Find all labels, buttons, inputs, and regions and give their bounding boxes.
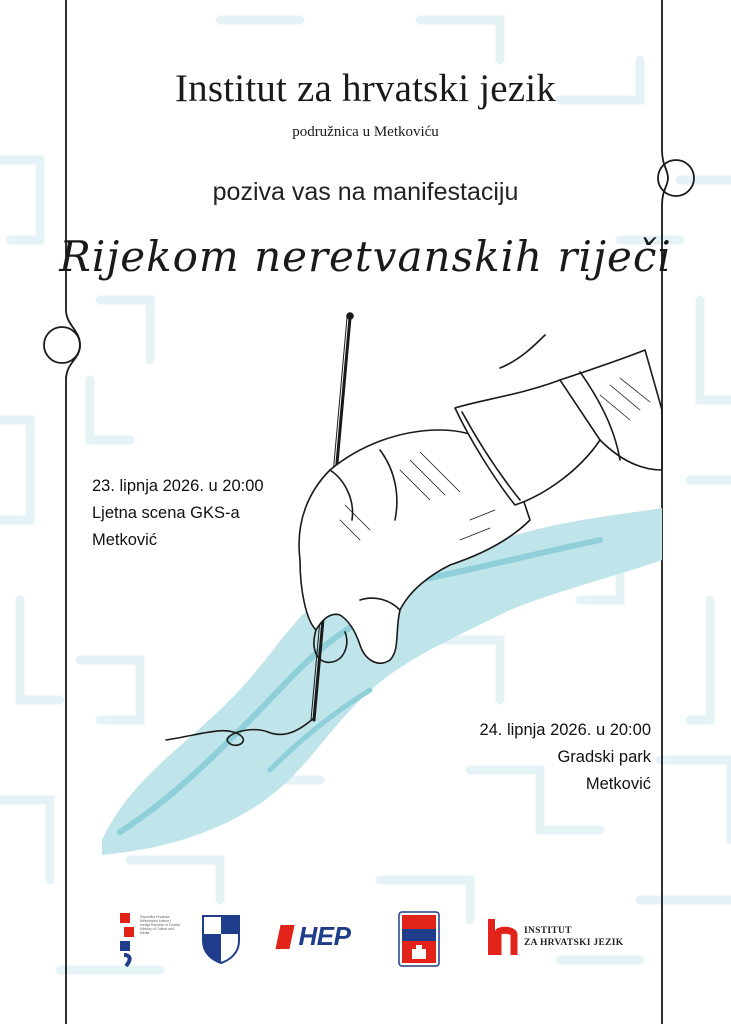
event-2-city: Metković — [585, 775, 651, 793]
invite-text: poziva vas na manifestaciju — [212, 178, 519, 206]
event-1-city: Metković — [92, 531, 158, 549]
institute-title: Institut za hrvatski jezik — [174, 67, 556, 110]
event-1-venue: Ljetna scena GKS-a — [92, 504, 240, 522]
ministry-text: Republika Hrvatska Ministarstvo kulture i medija Republic of Croatia Ministry of Culture and Media — [140, 915, 180, 935]
ministry-logo — [118, 911, 178, 971]
institute-name-line2: ZA HRVATSKI JEZIK — [524, 938, 624, 948]
ministry-emblem-icon — [118, 911, 138, 967]
event-2 — [479, 717, 651, 798]
hep-logo — [278, 921, 350, 955]
event-1-date: 23. lipnja 2026. u 20:00 — [92, 477, 264, 495]
hep-text: HEP — [298, 921, 351, 951]
hep-mark-icon — [275, 925, 294, 949]
event-2-date: 24. lipnja 2026. u 20:00 — [479, 721, 651, 739]
county-coat-of-arms-icon — [398, 911, 440, 967]
city-shield-icon — [200, 913, 242, 965]
institute-mark-icon — [486, 917, 518, 957]
institute-name-line1: INSTITUT — [524, 926, 572, 936]
event-1 — [92, 473, 264, 554]
sponsor-logos — [0, 905, 731, 975]
event-2-venue: Gradski park — [557, 748, 651, 766]
branch-subtitle: podružnica u Metkoviću — [292, 124, 439, 140]
event-name: Rijekom neretvanskih riječi — [59, 232, 672, 281]
institute-name — [524, 925, 623, 949]
institute-logo — [486, 917, 636, 959]
